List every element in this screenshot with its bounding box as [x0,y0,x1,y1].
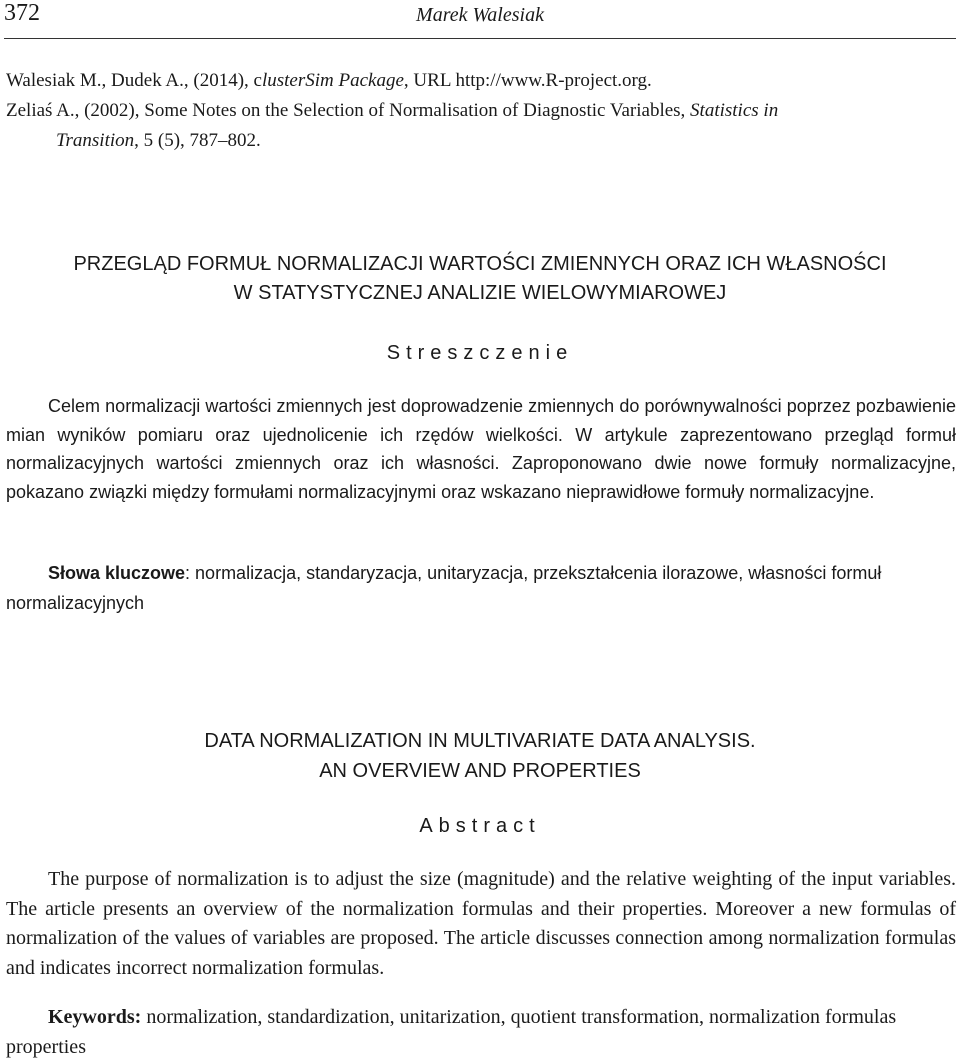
polish-abstract-heading: Streszczenie [386,342,574,364]
polish-title-line: W STATYSTYCZNEJ ANALIZIE WIELOWYMIAROWEJ [233,282,727,304]
reference-text: Zeliaś A., (2002), Some Notes on the Selection of Normalisation of Diagnostic Variables, [6,100,691,121]
reference-italic: Statistics in [690,100,779,121]
header-rule [4,38,956,39]
running-head: Marek Walesiak [416,4,544,26]
reference-text: Walesiak M., Dudek A., (2014), c [6,70,262,91]
reference-continuation [6,126,956,156]
reference-list [6,66,956,156]
english-keywords-label: Keywords: [48,1006,142,1028]
english-keywords-text: normalization, standardization, unitarization, quotient transformation, normalization formulas properties [6,1006,897,1058]
page-number: 372 [4,0,40,26]
english-keywords [6,1003,956,1062]
polish-title [0,250,960,308]
reference-italic: lusterSim Package [261,70,404,91]
polish-keywords [6,558,956,618]
reference-walesiak [6,66,956,96]
polish-keywords-label: Słowa kluczowe [48,563,186,583]
reference-italic: Transition [56,130,135,151]
reference-text: , 5 (5), 787–802. [134,130,261,151]
english-title-line: AN OVERVIEW AND PROPERTIES [319,760,641,782]
polish-abstract: Celem normalizacji wartości zmiennych jest doprowadzenie zmiennych do porównywalności poprzez pozbawienie mian wyników pomiaru oraz ujednolicenie ich rzędów wielkości. W artykule zaprezentowano przegląd formuł normalizacyjnych wartości zmiennych oraz ich własności. Zaproponowano dwie nowe formuły normalizacyjne, pokazano związki między formułami normalizacyjnymi oraz wskazano nieprawidłowe formuły normalizacyjne. [6,396,956,502]
english-title [0,726,960,786]
reference-zelias [6,96,956,156]
english-abstract: The purpose of normalization is to adjust the size (magnitude) and the relative weighting of the input variables. The article presents an overview of the normalization formulas and their properties. Moreover a new formulas of normalization of the values of variables are proposed. The article discusses connection among normalization formulas and indicates incorrect normalization formulas. [6,868,956,979]
polish-title-line: PRZEGLĄD FORMUŁ NORMALIZACJI WARTOŚCI ZMIENNYCH ORAZ ICH WŁASNOŚCI [73,253,887,275]
reference-text: , URL http://www.R-project.org. [403,70,652,91]
english-title-line: DATA NORMALIZATION IN MULTIVARIATE DATA ANALYSIS. [204,730,756,752]
english-abstract-heading: Abstract [419,815,541,837]
polish-keywords-text: : normalizacja, standaryzacja, unitaryzacja, przekształcenia ilorazowe, własności formuł normalizacyjnych [6,563,882,613]
